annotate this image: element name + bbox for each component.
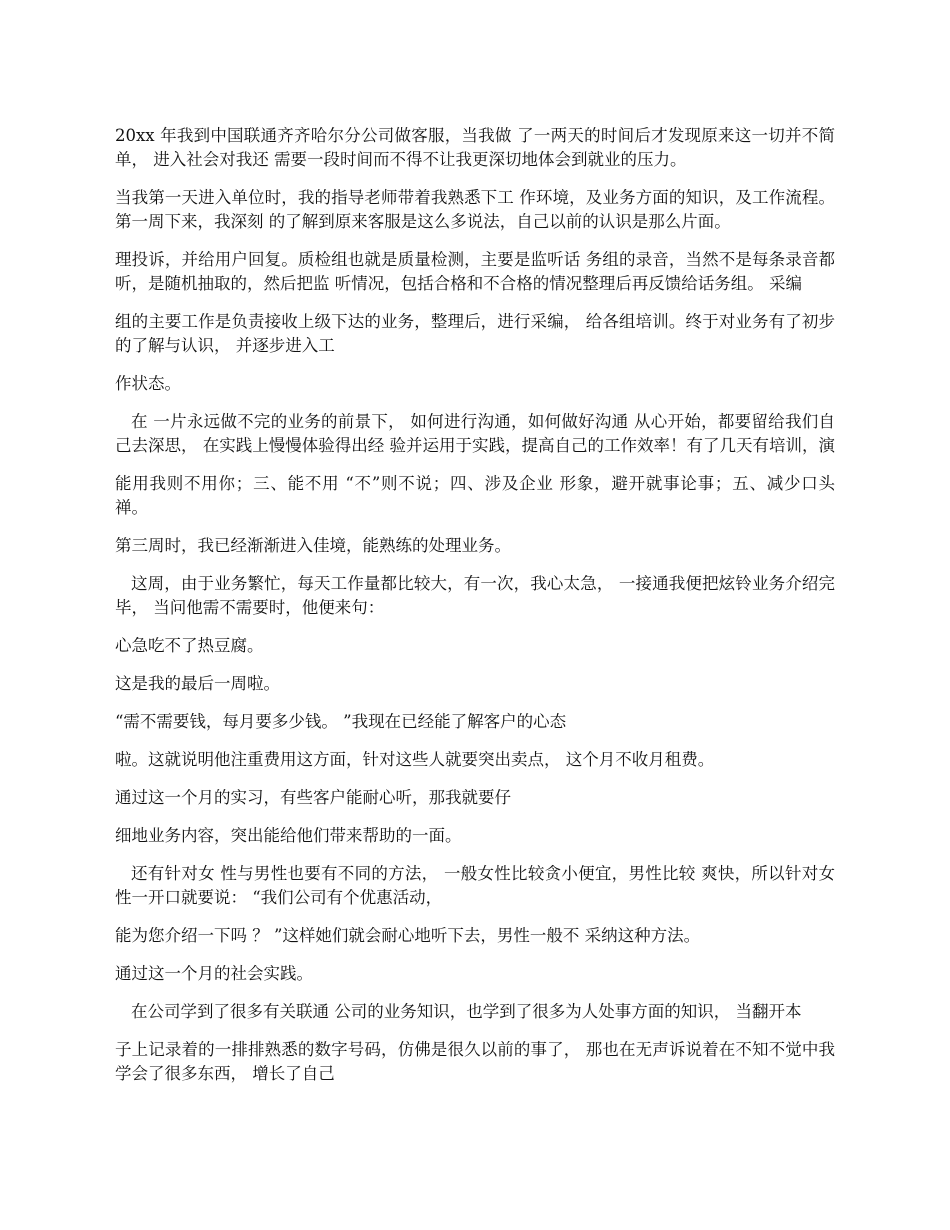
paragraph: 这周，由于业务繁忙，每天工作量都比较大，有一次，我心太急， 一接通我便把炫铃业务介绍完毕， 当问他需不需要时，他便来句： — [115, 574, 835, 617]
paragraph: 第三周时，我已经渐渐进入佳境，能熟练的处理业务。 — [115, 536, 511, 555]
paragraph: 啦。这就说明他注重费用这方面，针对这些人就要突出卖点， 这个月不收月租费。 — [115, 750, 715, 769]
paragraph: 在公司学到了很多有关联通 公司的业务知识，也学到了很多为人处事方面的知识， 当翻开本 — [131, 1002, 802, 1021]
paragraph: 还有针对女 性与男性也要有不同的方法， 一般女性比较贪小便宜，男性比较 爽快，所以针对女性一开口就要说： “我们公司有个优惠活动， — [115, 864, 835, 907]
paragraph: 子上记录着的一排排熟悉的数字号码，仿佛是很久以前的事了， 那也在无声诉说着在不知不觉中我学会了很多东西， 增长了自己 — [115, 1040, 835, 1083]
paragraph: 细地业务内容，突出能给他们带来帮助的一面。 — [115, 826, 462, 845]
paragraph: 当我第一天进入单位时，我的指导老师带着我熟悉下工 作环境，及业务方面的知识，及工作流程。第一周下来，我深刻 的了解到原来客服是这么多说法，自己以前的认识是那么片面。 — [115, 188, 835, 231]
paragraph: 这是我的最后一周啦。 — [115, 674, 280, 693]
paragraph: 在 一片永远做不完的业务的前景下， 如何进行沟通，如何做好沟通 从心开始，都要留给我们自己去深思， 在实践上慢慢体验得出经 验并运用于实践，提高自己的工作效率！有了几天有培训，演 — [115, 412, 835, 455]
paragraph: 能为您介绍一下吗 ？ ”这样她们就会耐心地听下去，男性一般不 采纳这种方法。 — [115, 926, 701, 945]
paragraph: “需不需要钱，每月要多少钱。 ”我现在已经能了解客户的心态 — [115, 712, 567, 731]
paragraph: 理投诉，并给用户回复。质检组也就是质量检测，主要是监听话 务组的录音，当然不是每条录音都听，是随机抽取的，然后把监 听情况，包括合格和不合格的情况整理后再反馈给话务组。 采编 — [115, 250, 835, 293]
document-page — [115, 124, 835, 1100]
paragraph: 作状态。 — [115, 374, 181, 393]
paragraph: 通过这一个月的社会实践。 — [115, 964, 313, 983]
paragraph: 20xx 年我到中国联通齐齐哈尔分公司做客服，当我做 了一两天的时间后才发现原来这一切并不简单， 进入社会对我还 需要一段时间而不得不让我更深切地体会到就业的压力。 — [115, 126, 835, 169]
paragraph: 通过这一个月的实习，有些客户能耐心听，那我就要仔 — [115, 788, 511, 807]
paragraph: 组的主要工作是负责接收上级下达的业务，整理后，进行采编， 给各组培训。终于对业务有了初步的了解与认识， 并逐步进入工 — [115, 312, 835, 355]
paragraph: 能用我则不用你；三、能不用 “不”则不说；四、涉及企业 形象，避开就事论事；五、减少口头禅。 — [115, 474, 835, 517]
paragraph: 心急吃不了热豆腐。 — [115, 636, 264, 655]
